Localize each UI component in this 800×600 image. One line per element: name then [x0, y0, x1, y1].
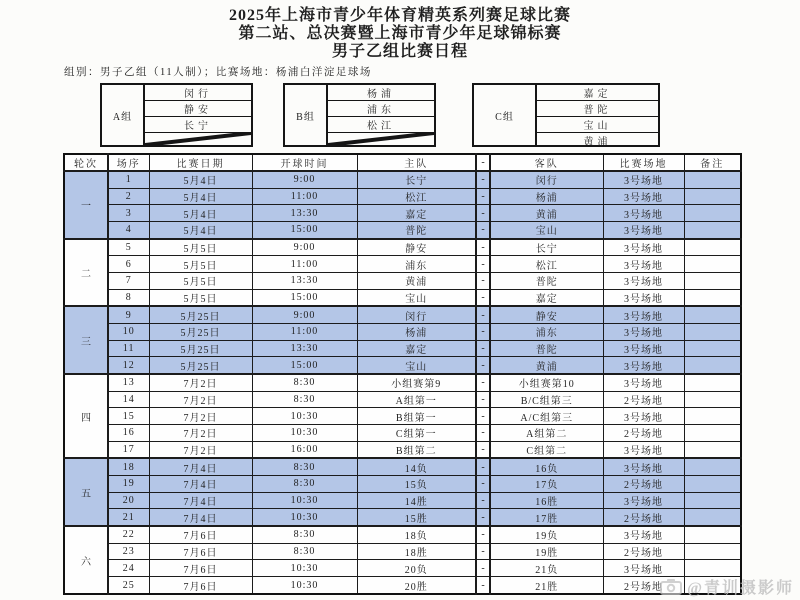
date-cell: 5月4日: [149, 222, 252, 239]
date-cell: 5月25日: [149, 324, 252, 341]
date-cell: 7月6日: [149, 543, 252, 560]
date-cell: 7月4日: [149, 509, 252, 526]
note-cell: [684, 441, 741, 458]
match-no-cell: 14: [108, 391, 149, 408]
away-team-cell: 16胜: [490, 492, 603, 509]
column-header-4: 主队: [357, 154, 476, 171]
vs-separator-cell: -: [476, 391, 490, 408]
match-row: [64, 340, 741, 357]
column-header-8: 备注: [684, 154, 741, 171]
table-body: [64, 171, 741, 594]
time-cell: 8:30: [252, 458, 357, 475]
note-cell: [684, 560, 741, 577]
note-cell: [684, 171, 741, 188]
vs-separator-cell: -: [476, 340, 490, 357]
away-team-cell: 浦东: [490, 324, 603, 341]
date-cell: 7月4日: [149, 458, 252, 475]
date-cell: 7月2日: [149, 408, 252, 425]
note-cell: [684, 306, 741, 323]
away-team-cell: 杨浦: [490, 188, 603, 205]
vs-separator-cell: -: [476, 188, 490, 205]
match-row: [64, 458, 741, 475]
vs-separator-cell: -: [476, 458, 490, 475]
round-cell: 三: [64, 306, 108, 374]
match-row: [64, 256, 741, 273]
group-c-label: C组: [474, 85, 537, 145]
away-team-cell: 19胜: [490, 543, 603, 560]
group-team: 闵行: [145, 85, 251, 101]
venue-cell: 3号场地: [603, 289, 684, 306]
group-team: 黄浦: [583, 137, 612, 148]
time-cell: 10:30: [252, 560, 357, 577]
date-cell: 7月6日: [149, 526, 252, 543]
vs-separator-cell: -: [476, 289, 490, 306]
vs-separator-cell: -: [476, 374, 490, 391]
note-cell: [684, 357, 741, 374]
home-team-cell: 15负: [357, 476, 476, 493]
venue-cell: 2号场地: [603, 543, 684, 560]
group-box-b: [283, 83, 436, 147]
match-row: [64, 560, 741, 577]
date-cell: 5月4日: [149, 188, 252, 205]
time-cell: 11:00: [252, 256, 357, 273]
time-cell: 15:00: [252, 222, 357, 239]
match-row: [64, 476, 741, 493]
date-cell: 7月4日: [149, 492, 252, 509]
venue-cell: 2号场地: [603, 425, 684, 442]
group-team: 普陀: [537, 101, 658, 117]
note-cell: [684, 205, 741, 222]
away-team-cell: 17负: [490, 476, 603, 493]
vs-separator-cell: -: [476, 205, 490, 222]
venue-cell: 3号场地: [603, 273, 684, 290]
venue-cell: 2号场地: [603, 391, 684, 408]
time-cell: 15:00: [252, 289, 357, 306]
vs-separator-cell: -: [476, 441, 490, 458]
time-cell: 8:30: [252, 526, 357, 543]
away-team-cell: 19负: [490, 526, 603, 543]
date-cell: 5月5日: [149, 273, 252, 290]
home-team-cell: 小组赛第9: [357, 374, 476, 391]
time-cell: 8:30: [252, 391, 357, 408]
date-cell: 7月2日: [149, 425, 252, 442]
date-cell: 7月2日: [149, 441, 252, 458]
home-team-cell: 普陀: [357, 222, 476, 239]
match-no-cell: 20: [108, 492, 149, 509]
match-no-cell: 19: [108, 476, 149, 493]
home-team-cell: 14胜: [357, 492, 476, 509]
away-team-cell: 21胜: [490, 577, 603, 594]
group-a-label: A组: [102, 85, 145, 145]
match-no-cell: 22: [108, 526, 149, 543]
venue-cell: 3号场地: [603, 205, 684, 222]
time-cell: 15:00: [252, 357, 357, 374]
venue-cell: 2号场地: [603, 476, 684, 493]
group-team: 静安: [145, 101, 251, 117]
column-header-0: 轮次: [64, 154, 108, 171]
match-row: [64, 408, 741, 425]
match-row: [64, 374, 741, 391]
match-no-cell: 21: [108, 509, 149, 526]
match-no-cell: 8: [108, 289, 149, 306]
note-cell: [684, 289, 741, 306]
home-team-cell: 宝山: [357, 357, 476, 374]
round-cell: 五: [64, 458, 108, 526]
match-no-cell: 7: [108, 273, 149, 290]
match-row: [64, 289, 741, 306]
group-team: 长宁: [145, 117, 251, 133]
home-team-cell: 嘉定: [357, 340, 476, 357]
table-header-row: [64, 154, 741, 171]
watermark-text: @青训摄影师: [687, 580, 794, 597]
time-cell: 8:30: [252, 543, 357, 560]
group-box-c: [472, 83, 660, 147]
vs-separator-cell: -: [476, 222, 490, 239]
note-cell: [684, 408, 741, 425]
match-row: [64, 492, 741, 509]
venue-cell: 3号场地: [603, 340, 684, 357]
home-team-cell: 嘉定: [357, 205, 476, 222]
home-team-cell: 浦东: [357, 256, 476, 273]
vs-separator-cell: -: [476, 408, 490, 425]
away-team-cell: 嘉定: [490, 289, 603, 306]
date-cell: 5月4日: [149, 205, 252, 222]
match-row: [64, 239, 741, 256]
date-cell: 5月5日: [149, 256, 252, 273]
home-team-cell: 长宁: [357, 171, 476, 188]
note-cell: [684, 526, 741, 543]
group-empty-slot: [145, 133, 251, 145]
vs-separator-cell: -: [476, 306, 490, 323]
home-team-cell: A组第一: [357, 391, 476, 408]
vs-separator-cell: -: [476, 509, 490, 526]
home-team-cell: 黄浦: [357, 273, 476, 290]
group-team: 嘉定: [537, 85, 658, 101]
note-cell: [684, 577, 741, 594]
match-no-cell: 2: [108, 188, 149, 205]
home-team-cell: 静安: [357, 239, 476, 256]
note-cell: [684, 188, 741, 205]
group-empty-slot: [328, 133, 434, 145]
diagonal-line: [328, 133, 434, 145]
group-team: 浦东: [328, 101, 434, 117]
title-line-2: 第二站、总决赛暨上海市青少年足球锦标赛: [238, 25, 562, 42]
home-team-cell: 松江: [357, 188, 476, 205]
venue-cell: 3号场地: [603, 374, 684, 391]
match-no-cell: 17: [108, 441, 149, 458]
vs-separator-cell: -: [476, 526, 490, 543]
note-cell: [684, 256, 741, 273]
date-cell: 5月4日: [149, 171, 252, 188]
column-header-3: 开球时间: [252, 154, 357, 171]
time-cell: 10:30: [252, 425, 357, 442]
away-team-cell: 普陀: [490, 340, 603, 357]
group-team: 杨浦: [328, 85, 434, 101]
date-cell: 7月6日: [149, 577, 252, 594]
match-row: [64, 357, 741, 374]
home-team-cell: 闵行: [357, 306, 476, 323]
time-cell: 10:30: [252, 509, 357, 526]
venue-cell: 3号场地: [603, 239, 684, 256]
group-c-teams: [537, 85, 658, 148]
venue-cell: 3号场地: [603, 458, 684, 475]
home-team-cell: 18负: [357, 526, 476, 543]
vs-separator-cell: -: [476, 324, 490, 341]
away-team-cell: 长宁: [490, 239, 603, 256]
away-team-cell: C组第二: [490, 441, 603, 458]
vs-separator-cell: -: [476, 543, 490, 560]
match-row: [64, 306, 741, 323]
match-row: [64, 324, 741, 341]
time-cell: 9:00: [252, 306, 357, 323]
note-cell: [684, 425, 741, 442]
vs-separator-cell: -: [476, 357, 490, 374]
diagonal-line: [145, 133, 251, 145]
time-cell: 9:00: [252, 239, 357, 256]
venue-cell: 3号场地: [603, 408, 684, 425]
venue-cell: 3号场地: [603, 324, 684, 341]
away-team-cell: 黄浦: [490, 205, 603, 222]
venue-cell: 3号场地: [603, 560, 684, 577]
venue-cell: 3号场地: [603, 357, 684, 374]
note-cell: [684, 273, 741, 290]
time-cell: 10:30: [252, 408, 357, 425]
note-cell: [684, 391, 741, 408]
home-team-cell: 18胜: [357, 543, 476, 560]
match-row: [64, 171, 741, 188]
date-cell: 5月25日: [149, 306, 252, 323]
match-no-cell: 10: [108, 324, 149, 341]
away-team-cell: 16负: [490, 458, 603, 475]
note-cell: [684, 476, 741, 493]
vs-separator-cell: -: [476, 239, 490, 256]
note-cell: [684, 222, 741, 239]
match-no-cell: 24: [108, 560, 149, 577]
time-cell: 11:00: [252, 188, 357, 205]
venue-cell: 2号场地: [603, 577, 684, 594]
match-no-cell: 4: [108, 222, 149, 239]
time-cell: 13:30: [252, 205, 357, 222]
match-no-cell: 11: [108, 340, 149, 357]
match-row: [64, 543, 741, 560]
match-no-cell: 6: [108, 256, 149, 273]
match-no-cell: 1: [108, 171, 149, 188]
venue-cell: 3号场地: [603, 256, 684, 273]
match-row: [64, 205, 741, 222]
time-cell: 9:00: [252, 171, 357, 188]
note-cell: [684, 458, 741, 475]
date-cell: 7月6日: [149, 560, 252, 577]
note-cell: [684, 239, 741, 256]
venue-cell: 3号场地: [603, 188, 684, 205]
away-team-cell: B/C组第三: [490, 391, 603, 408]
match-row: [64, 273, 741, 290]
match-no-cell: 23: [108, 543, 149, 560]
match-schedule-table: [63, 153, 742, 595]
note-cell: [684, 374, 741, 391]
away-team-cell: A组第二: [490, 425, 603, 442]
away-team-cell: 17胜: [490, 509, 603, 526]
home-team-cell: 14负: [357, 458, 476, 475]
time-cell: 8:30: [252, 374, 357, 391]
home-team-cell: 20胜: [357, 577, 476, 594]
time-cell: 10:30: [252, 577, 357, 594]
match-row: [64, 391, 741, 408]
note-cell: [684, 340, 741, 357]
date-cell: 5月25日: [149, 357, 252, 374]
date-cell: 5月5日: [149, 239, 252, 256]
time-cell: 13:30: [252, 273, 357, 290]
group-box-a: [100, 83, 253, 147]
time-cell: 13:30: [252, 340, 357, 357]
match-row: [64, 441, 741, 458]
vs-separator-cell: -: [476, 256, 490, 273]
match-no-cell: 3: [108, 205, 149, 222]
home-team-cell: 20负: [357, 560, 476, 577]
group-a-teams: [145, 85, 251, 145]
document-title: [0, 7, 800, 61]
time-cell: 8:30: [252, 476, 357, 493]
venue-cell: 3号场地: [603, 222, 684, 239]
round-cell: 二: [64, 239, 108, 307]
home-team-cell: 15胜: [357, 509, 476, 526]
away-team-cell: 闵行: [490, 171, 603, 188]
group-b-label: B组: [285, 85, 328, 145]
column-header-1: 场序: [108, 154, 149, 171]
venue-cell: 3号场地: [603, 306, 684, 323]
time-cell: 11:00: [252, 324, 357, 341]
away-team-cell: 静安: [490, 306, 603, 323]
away-team-cell: A/C组第三: [490, 408, 603, 425]
column-header-7: 比赛场地: [603, 154, 684, 171]
match-no-cell: 16: [108, 425, 149, 442]
group-team: 松江: [328, 117, 434, 133]
match-no-cell: 25: [108, 577, 149, 594]
match-no-cell: 5: [108, 239, 149, 256]
home-team-cell: B组第二: [357, 441, 476, 458]
venue-cell: 3号场地: [603, 171, 684, 188]
away-team-cell: 普陀: [490, 273, 603, 290]
match-no-cell: 12: [108, 357, 149, 374]
date-cell: 5月25日: [149, 340, 252, 357]
away-team-cell: 松江: [490, 256, 603, 273]
note-cell: [684, 492, 741, 509]
column-header-5: -: [476, 154, 490, 171]
away-team-cell: 宝山: [490, 222, 603, 239]
group-and-venue-info: 组别：男子乙组（11人制）；比赛场地：杨浦白洋淀足球场: [64, 67, 372, 78]
date-cell: 7月2日: [149, 374, 252, 391]
vs-separator-cell: -: [476, 476, 490, 493]
match-no-cell: 18: [108, 458, 149, 475]
vs-separator-cell: -: [476, 492, 490, 509]
match-no-cell: 15: [108, 408, 149, 425]
group-team: 宝山: [537, 117, 658, 133]
vs-separator-cell: -: [476, 560, 490, 577]
venue-cell: 2号场地: [603, 509, 684, 526]
round-cell: 六: [64, 526, 108, 594]
match-no-cell: 9: [108, 306, 149, 323]
vs-separator-cell: -: [476, 577, 490, 594]
note-cell: [684, 324, 741, 341]
match-no-cell: 13: [108, 374, 149, 391]
away-team-cell: 21负: [490, 560, 603, 577]
vs-separator-cell: -: [476, 425, 490, 442]
home-team-cell: B组第一: [357, 408, 476, 425]
match-row: [64, 577, 741, 594]
away-team-cell: 黄浦: [490, 357, 603, 374]
date-cell: 7月4日: [149, 476, 252, 493]
away-team-cell: 小组赛第10: [490, 374, 603, 391]
match-row: [64, 188, 741, 205]
title-line-1: 2025年上海市青少年体育精英系列赛足球比赛: [228, 7, 571, 24]
match-row: [64, 222, 741, 239]
home-team-cell: 杨浦: [357, 324, 476, 341]
vs-separator-cell: -: [476, 171, 490, 188]
time-cell: 16:00: [252, 441, 357, 458]
venue-cell: 3号场地: [603, 526, 684, 543]
note-cell: [684, 543, 741, 560]
date-cell: 7月2日: [149, 391, 252, 408]
group-b-teams: [328, 85, 434, 145]
column-header-6: 客队: [490, 154, 603, 171]
match-row: [64, 509, 741, 526]
home-team-cell: 宝山: [357, 289, 476, 306]
title-line-3: 男子乙组比赛日程: [331, 43, 468, 60]
round-cell: 一: [64, 171, 108, 239]
time-cell: 10:30: [252, 492, 357, 509]
venue-cell: 3号场地: [603, 441, 684, 458]
match-row: [64, 425, 741, 442]
date-cell: 5月5日: [149, 289, 252, 306]
match-row: [64, 526, 741, 543]
note-cell: [684, 509, 741, 526]
round-cell: 四: [64, 374, 108, 458]
venue-cell: 3号场地: [603, 492, 684, 509]
home-team-cell: C组第一: [357, 425, 476, 442]
vs-separator-cell: -: [476, 273, 490, 290]
column-header-2: 比赛日期: [149, 154, 252, 171]
